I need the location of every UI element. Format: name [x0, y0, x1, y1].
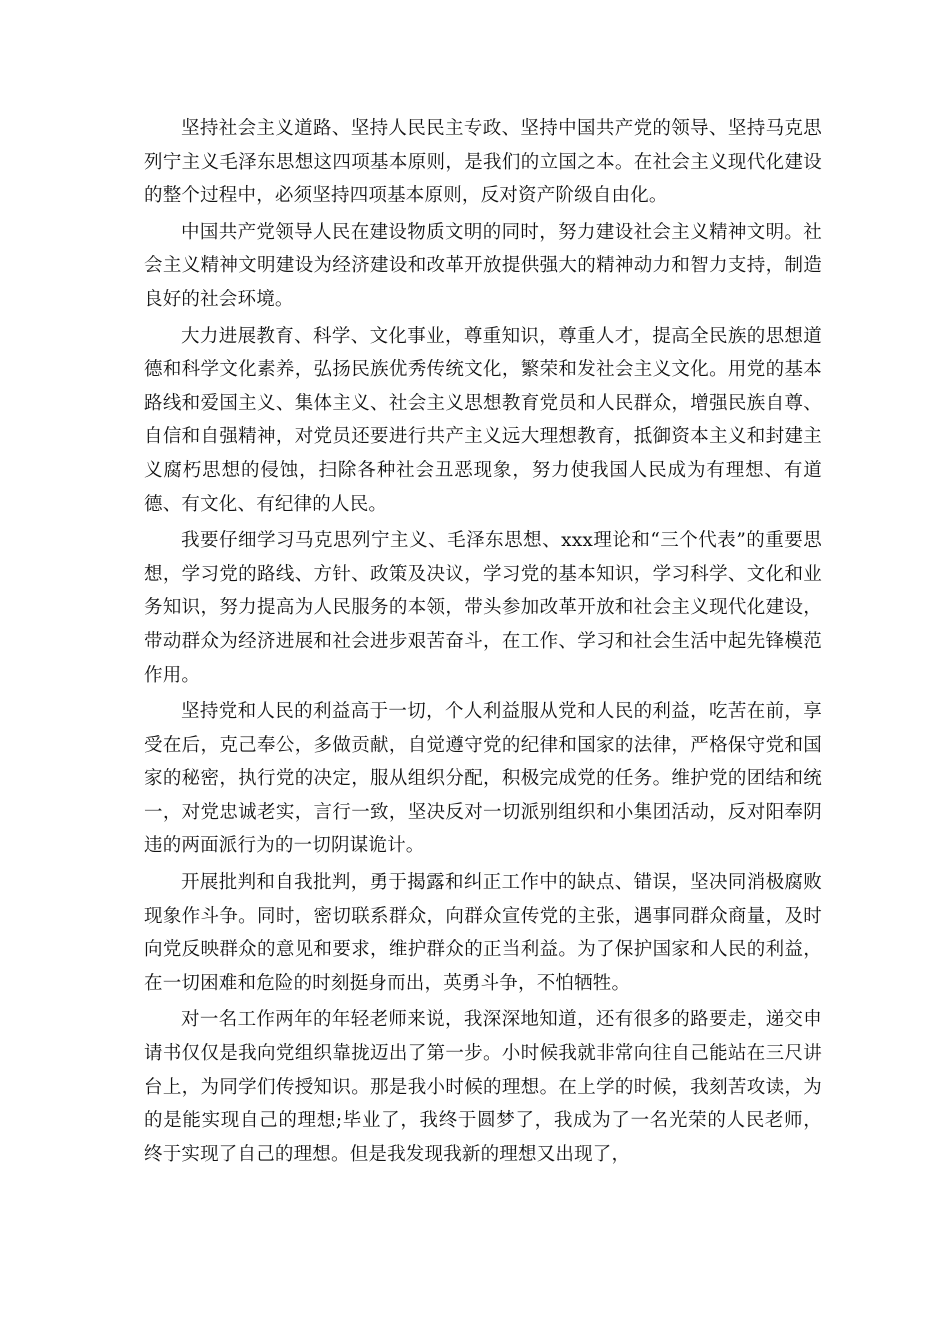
paragraph-1: 坚持社会主义道路、坚持人民民主专政、坚持中国共产党的领导、坚持马克思列宁主义毛泽东思想这四项基本原则，是我们的立国之本。在社会主义现代化建设的整个过程中，必须坚持四项基本原则，反对资产阶级自由化。	[144, 118, 822, 207]
paragraph-4: 我要仔细学习马克思列宁主义、毛泽东思想、xxx理论和“三个代表”的重要思想，学习党的路线、方针、政策及决议，学习党的基本知识，学习科学、文化和业务知识，努力提高为人民服务的本领，带头参加改革开放和社会主义现代化建设，带动群众为经济进展和社会进步艰苦奋斗，在工作、学习和社会生活中起先锋模范作用。	[144, 530, 822, 686]
paragraph-5: 坚持党和人民的利益高于一切，个人利益服从党和人民的利益，吃苦在前，享受在后，克己奉公，多做贡献，自觉遵守党的纪律和国家的法律，严格保守党和国家的秘密，执行党的决定，服从组织分配，积极完成党的任务。维护党的团结和统一，对党忠诚老实，言行一致，坚决反对一切派别组织和小集团活动，反对阳奉阴违的两面派行为的一切阴谋诡计。	[144, 701, 822, 857]
paragraph-2: 中国共产党领导人民在建设物质文明的同时，努力建设社会主义精神文明。社会主义精神文明建设为经济建设和改革开放提供强大的精神动力和智力支持，制造良好的社会环境。	[144, 221, 822, 310]
document-body	[144, 112, 822, 1174]
paragraph-6: 开展批判和自我批判，勇于揭露和纠正工作中的缺点、错误，坚决同消极腐败现象作斗争。同时，密切联系群众，向群众宣传党的主张，遇事同群众商量，及时向党反映群众的意见和要求，维护群众的正当利益。为了保护国家和人民的利益，在一切困难和危险的时刻挺身而出，英勇斗争，不怕牺牲。	[144, 872, 822, 994]
paragraph-7: 对一名工作两年的年轻老师来说，我深深地知道，还有很多的路要走，递交申请书仅仅是我向党组织靠拢迈出了第一步。小时候我就非常向往自己能站在三尺讲台上，为同学们传授知识。那是我小时候的理想。在上学的时候，我刻苦攻读，为的是能实现自己的理想;毕业了，我终于圆梦了，我成为了一名光荣的人民老师，终于实现了自己的理想。但是我发现我新的理想又出现了，	[144, 1009, 822, 1165]
paragraph-3: 大力进展教育、科学、文化事业，尊重知识，尊重人才，提高全民族的思想道德和科学文化素养，弘扬民族优秀传统文化，繁荣和发社会主义文化。用党的基本路线和爱国主义、集体主义、社会主义思想教育党员和人民群众，增强民族自尊、自信和自强精神，对党员还要进行共产主义远大理想教育，抵御资本主义和封建主义腐朽思想的侵蚀，扫除各种社会丑恶现象，努力使我国人民成为有理想、有道德、有文化、有纪律的人民。	[144, 325, 822, 515]
